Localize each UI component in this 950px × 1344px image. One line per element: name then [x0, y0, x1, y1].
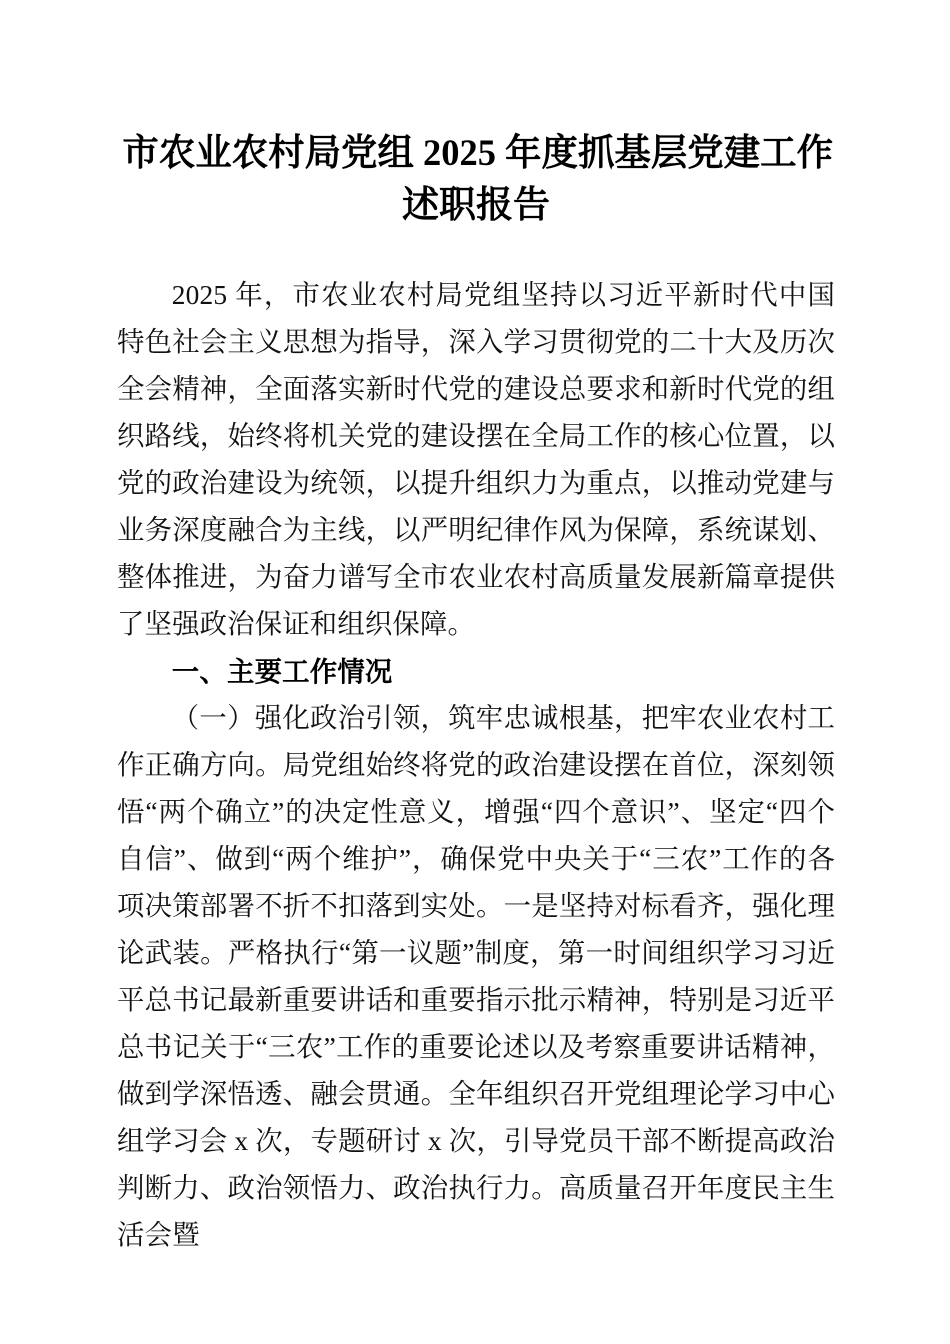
subsection-paragraph-1: （一）强化政治引领，筑牢忠诚根基，把牢农业农村工作正确方向。局党组始终将党的政治建设摆在首位，深刻领悟“两个确立”的决定性意义，增强“四个意识”、坚定“四个自信”、做到“两个维护”，确保党中央关于“三农”工作的各项决策部署不折不扣落到实处。一是坚持对标看齐，强化理论武装。严格执行“第一议题”制度，第一时间组织学习习近平总书记最新重要讲话和重要指示批示精神，特别是习近平总书记关于“三农”工作的重要论述以及考察重要讲话精神，做到学深悟透、融会贯通。全年组织召开党组理论学习中心组学习会 x 次，专题研讨 x 次，引导党员干部不断提高政治判断力、政治领悟力、政治执行力。高质量召开年度民主生活会暨 — [117, 703, 835, 1250]
document-content — [117, 0, 835, 1259]
section-heading-1: 一、主要工作情况 — [171, 656, 393, 687]
opening-paragraph: 2025 年，市农业农村局党组坚持以习近平新时代中国特色社会主义思想为指导，深入学习贯彻党的二十大及历次全会精神，全面落实新时代党的建设总要求和新时代党的组织路线，始终将机关党的建设摆在全局工作的核心位置，以党的政治建设为统领，以提升组织力为重点，以推动党建与业务深度融合为主线，以严明纪律作风为保障，系统谋划、整体推进，为奋力谱写全市农业农村高质量发展新篇章提供了坚强政治保证和组织保障。 — [117, 280, 835, 639]
page-title-line-2: 述职报告 — [402, 185, 550, 226]
page-title — [117, 0, 835, 232]
page-title-line-1: 市农业农村局党组 2025 年度抓基层党建工作 — [122, 133, 834, 174]
